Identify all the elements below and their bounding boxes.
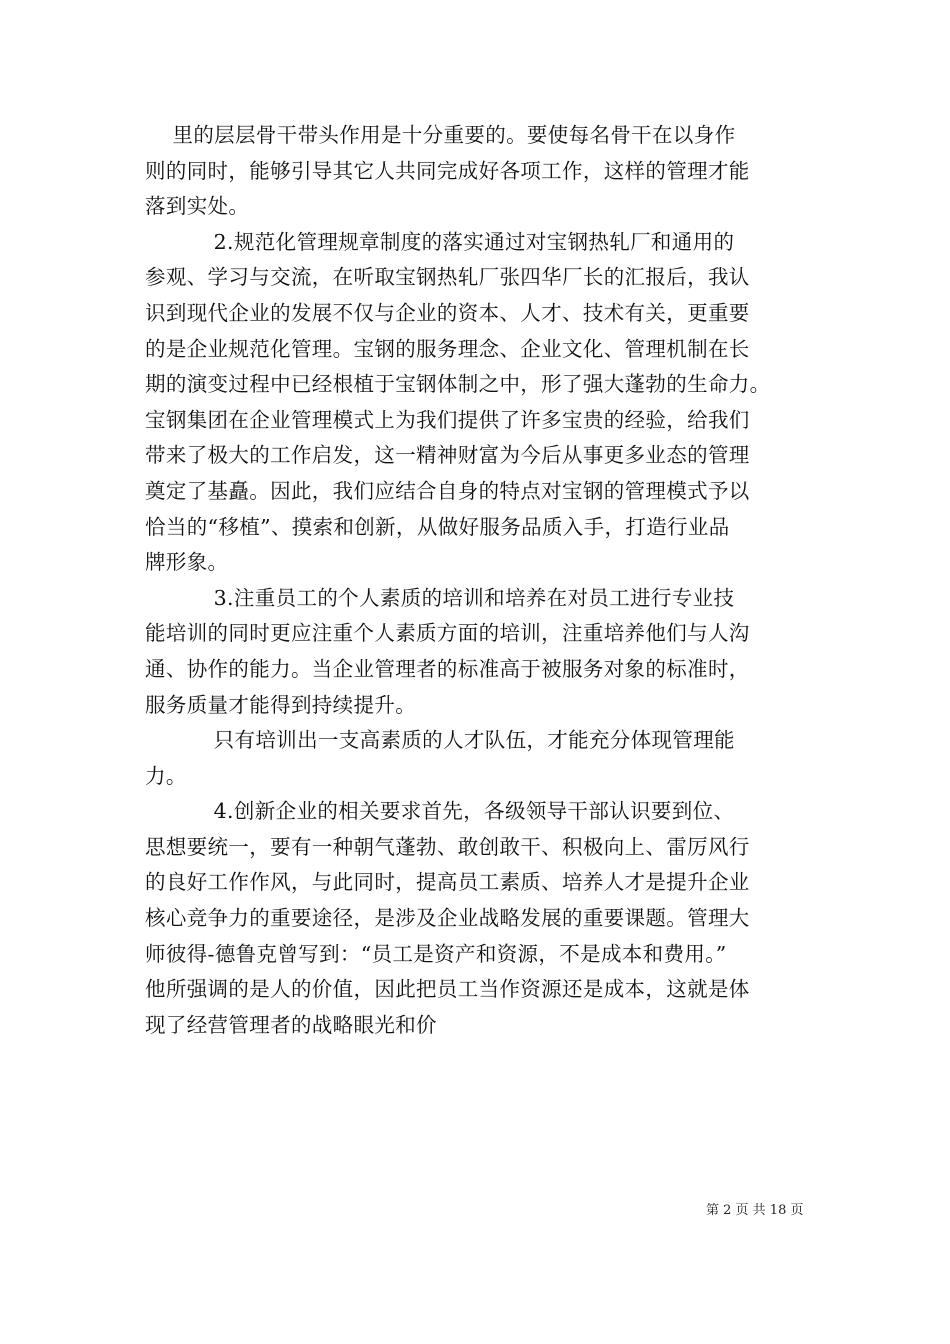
text-line: 里的层层骨干带头作用是十分重要的。要使每名骨干在以身作 (145, 123, 736, 147)
text-line: 牌形象。 (145, 550, 229, 575)
text-line: 宝钢集团在企业管理模式上为我们提供了许多宝贵的经验，给我们 (145, 407, 750, 432)
text-line: 识到现代企业的发展不仅与企业的资本、人才、技术有关，更重要 (145, 300, 750, 325)
text-line: 参观、学习与交流，在听取宝钢热轧厂张四华厂长的汇报后，我认 (145, 265, 750, 290)
text-line: 能培训的同时更应注重个人素质方面的培训，注重培养他们与人沟 (145, 621, 750, 646)
text-line: 通、协作的能力。当企业管理者的标准高于被服务对象的标准时， (145, 656, 750, 681)
text-line: 2.规范化管理规章制度的落实通过对宝钢热轧厂和通用的 (145, 229, 735, 254)
text-line: 思想要统一，要有一种朝气蓬勃、敢创敢干、积极向上、雷厉风行 (145, 834, 750, 859)
text-line: 的良好工作作风，与此同时，提高员工素质、培养人才是提升企业 (145, 870, 750, 895)
text-line: 的是企业规范化管理。宝钢的服务理念、企业文化、管理机制在长 (145, 336, 750, 361)
text-line: 师彼得-德鲁克曾写到：“员工是资产和资源，不是成本和费用。” (145, 941, 727, 966)
text-line: 现了经营管理者的战略眼光和价 (145, 1012, 437, 1037)
text-line: 服务质量才能得到持续提升。 (145, 692, 417, 717)
text-line: 恰当的“移植”、摸索和创新，从做好服务品质入手，打造行业品 (145, 514, 730, 539)
text-line: 核心竞争力的重要途径，是涉及企业战略发展的重要课题。管理大 (145, 906, 750, 931)
text-line: 期的演变过程中已经根植于宝钢体制之中，形了强大蓬勃的生命力。 (145, 372, 771, 397)
text-line: 4.创新企业的相关要求首先，各级领导干部认识要到位、 (145, 799, 735, 824)
text-line: 落到实处。 (145, 194, 250, 219)
text-line: 带来了极大的工作启发，这一精神财富为今后从事更多业态的管理 (145, 443, 750, 468)
text-line: 他所强调的是人的价值，因此把员工当作资源还是成本，这就是体 (145, 977, 750, 1002)
text-line: 3.注重员工的个人素质的培训和培养在对员工进行专业技 (145, 585, 735, 610)
text-line: 力。 (145, 763, 187, 788)
text-line: 奠定了基矗。因此，我们应结合自身的特点对宝钢的管理模式予以 (145, 478, 750, 503)
body-text (145, 118, 825, 1043)
page-number-footer: 第 2 页 共 18 页 (706, 1203, 804, 1218)
text-line: 则的同时，能够引导其它人共同完成好各项工作，这样的管理才能 (145, 158, 750, 183)
text-line: 只有培训出一支高素质的人才队伍，才能充分体现管理能 (145, 728, 735, 753)
